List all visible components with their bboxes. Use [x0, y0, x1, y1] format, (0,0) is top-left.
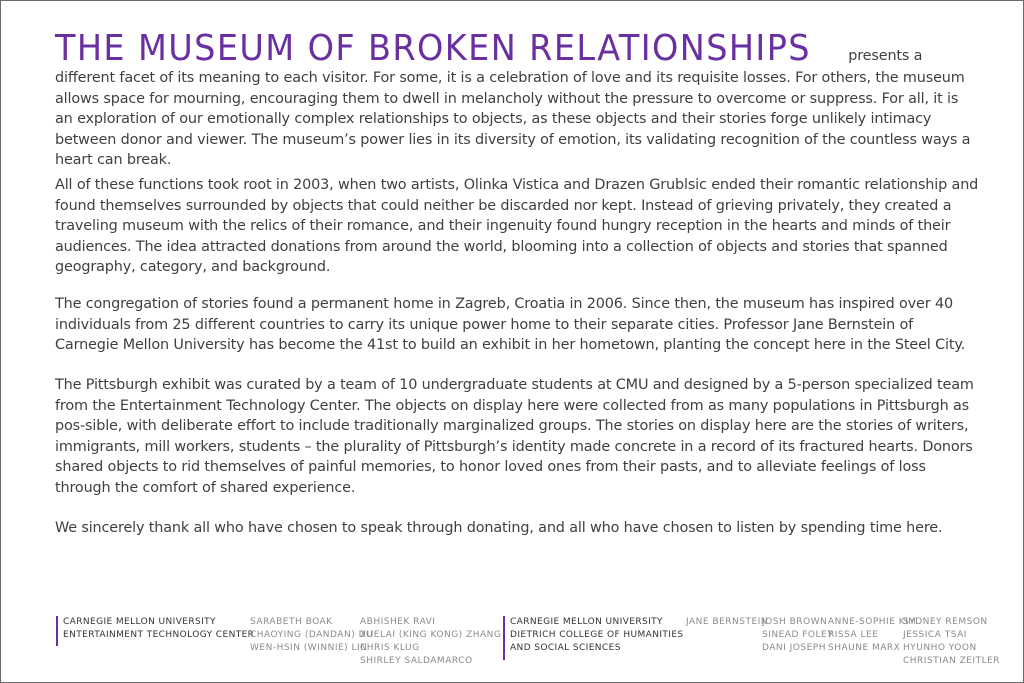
credit-name: SYDNEY REMSON [903, 617, 988, 627]
credit-name: CHRIS KLUG [360, 643, 420, 653]
credit-column [762, 616, 833, 655]
institution-line: DIETRICH COLLEGE OF HUMANITIES [510, 630, 684, 640]
credit-name: CHAOYING (DANDAN) DU [250, 630, 374, 640]
credit-name: SHIRLEY SALDAMARCO [360, 656, 473, 666]
credit-column [903, 616, 1000, 668]
institution-line: ENTERTAINMENT TECHNOLOGY CENTER [63, 630, 255, 640]
credit-name: SINEAD FOLEY [762, 630, 834, 640]
credit-name: ANNE-SOPHIE KIM [828, 617, 917, 627]
paragraph-thanks: We sincerely thank all who have chosen to speak through donating, and all who have chosen to listen by spending time here. [55, 520, 943, 536]
credit-name: XUELAI (KING KONG) ZHANG [360, 630, 502, 640]
institution-line: CARNEGIE MELLON UNIVERSITY [63, 617, 216, 627]
credit-name: JOSH BROWN [762, 617, 828, 627]
credit-name: JANE BERNSTEIN [686, 617, 769, 627]
credit-column [250, 616, 373, 655]
paragraph-pittsburgh: The Pittsburgh exhibit was curated by a team of 10 undergraduate students at CMU and designed by a 5-person specialized team from the Entertainment Technology Center. The objects on display here were collected from as many populations in Pittsburgh as pos-sible, with deliberate effort to include traditionally marginalized groups. The stories on display here are the stories of writers, immigrants, mill workers, students – the plurality of Pittsburgh’s identity made concrete in a record of its fractured hearts. Donors shared objects to rid themselves of painful memories, to honor loved ones from their pasts, and to alleviate feelings of loss through the comfort of shared experience. [55, 377, 974, 496]
credit-name: JESSICA TSAI [903, 630, 967, 640]
intro-paragraph [55, 30, 975, 171]
credit-name: WEN-HSIN (WINNIE) LIN [250, 643, 368, 653]
credit-column [360, 616, 501, 668]
credit-name: SARABETH BOAK [250, 617, 333, 627]
page-title: THE MUSEUM OF BROKEN RELATIONSHIPS [55, 28, 811, 69]
paragraph-history: All of these functions took root in 2003, when two artists, Olinka Vistica and Drazen Grublsic ended their romantic relationship and found themselves surrounded by objects that could neither be discarded nor kept. Instead of grieving privately, they created a traveling museum with the relics of their romance, and their ingenuity found hungry reception in the hearts and minds of their audiences. The idea attracted donations from around the world, blooming into a collection of objects and stories that spanned geography, category, and background. [55, 177, 979, 275]
paragraph-zagreb: The congregation of stories found a permanent home in Zagreb, Croatia in 2006. Since then, the museum has inspired over 40 individuals from 25 different countries to carry its unique power home to their separate cities. Professor Jane Bernstein of Carnegie Mellon University has become the 41st to build an exhibit in her hometown, planting the concept here in the Steel City. [55, 296, 966, 353]
credit-column [686, 616, 768, 629]
credit-name: ABHISHEK RAVI [360, 617, 436, 627]
credit-name: HYUNHO YOON [903, 643, 977, 653]
institution-dietrich [503, 616, 684, 660]
credit-name: CHRISTIAN ZEITLER [903, 656, 1001, 666]
intro-text: presents a different facet of its meaning to each visitor. For some, it is a celebration of love and its requisite losses. For others, the museum allows space for mourning, encouraging them to dwell in melancholy without the pressure to overcome or suppress. For all, it is an exploration of our emotionally complex relationships to objects, as these objects and their stories forge unlikely intimacy between donor and viewer. The museum’s power lies in its diversity of emotion, its validating recognition of the countless ways a heart can break. [55, 48, 971, 168]
credit-name: DANI JOSEPH [762, 643, 827, 653]
institution-line: AND SOCIAL SCIENCES [510, 643, 621, 653]
credit-name: RISSA LEE [828, 630, 879, 640]
institution-etc [56, 616, 254, 646]
credits-footer [0, 610, 1024, 675]
institution-line: CARNEGIE MELLON UNIVERSITY [510, 617, 663, 627]
credit-name: SHAUNE MARX [828, 643, 901, 653]
